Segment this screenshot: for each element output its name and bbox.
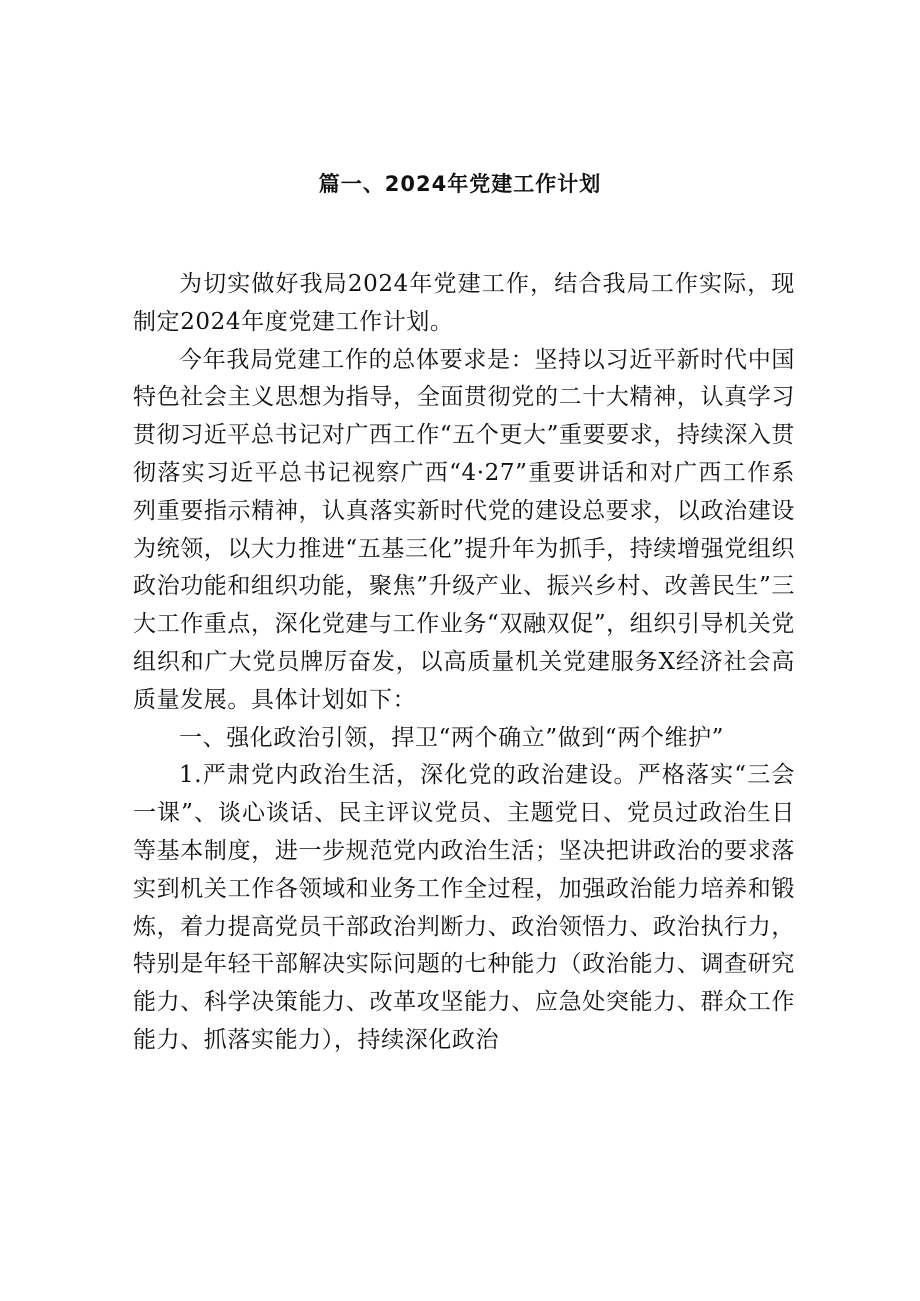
document-body xyxy=(133,266,795,1060)
paragraph-item-1: 1.严肃党内政治生活，深化党的政治建设。严格落实“三会一课”、谈心谈话、民主评议党员、主题党日、党员过政治生日等基本制度，进一步规范党内政治生活；坚决把讲政治的要求落实到机关工作各领域和业务工作全过程，加强政治能力培养和锻炼，着力提高党员干部政治判断力、政治领悟力、政治执行力，特别是年轻干部解决实际问题的七种能力（政治能力、调查研究能力、科学决策能力、改革攻坚能力、应急处突能力、群众工作能力、抓落实能力），持续深化政治 xyxy=(133,762,795,1053)
paragraph-overall-requirements: 今年我局党建工作的总体要求是：坚持以习近平新时代中国特色社会主义思想为指导，全面贯彻党的二十大精神，认真学习贯彻习近平总书记对广西工作“五个更大”重要要求，持续深入贯彻落实习近平总书记视察广西“4·27”重要讲话和对广西工作系列重要指示精神，认真落实新时代党的建设总要求，以政治建设为统领，以大力推进“五基三化”提升年为抓手，持续增强党组织政治功能和组织功能，聚焦”升级产业、振兴乡村、改善民生”三大工作重点，深化党建与工作业务“双融双促”，组织引导机关党组织和广大党员牌厉奋发，以高质量机关党建服务X经济社会高质量发展。具体计划如下： xyxy=(133,346,795,713)
document-title: 篇一、2024年党建工作计划 xyxy=(318,172,602,196)
section-heading-1: 一、强化政治引领，捍卫“两个确立”做到“两个维护” xyxy=(179,724,725,751)
paragraph-intro: 为切实做好我局2024年党建工作，结合我局工作实际，现制定2024年度党建工作计划。 xyxy=(133,271,795,335)
